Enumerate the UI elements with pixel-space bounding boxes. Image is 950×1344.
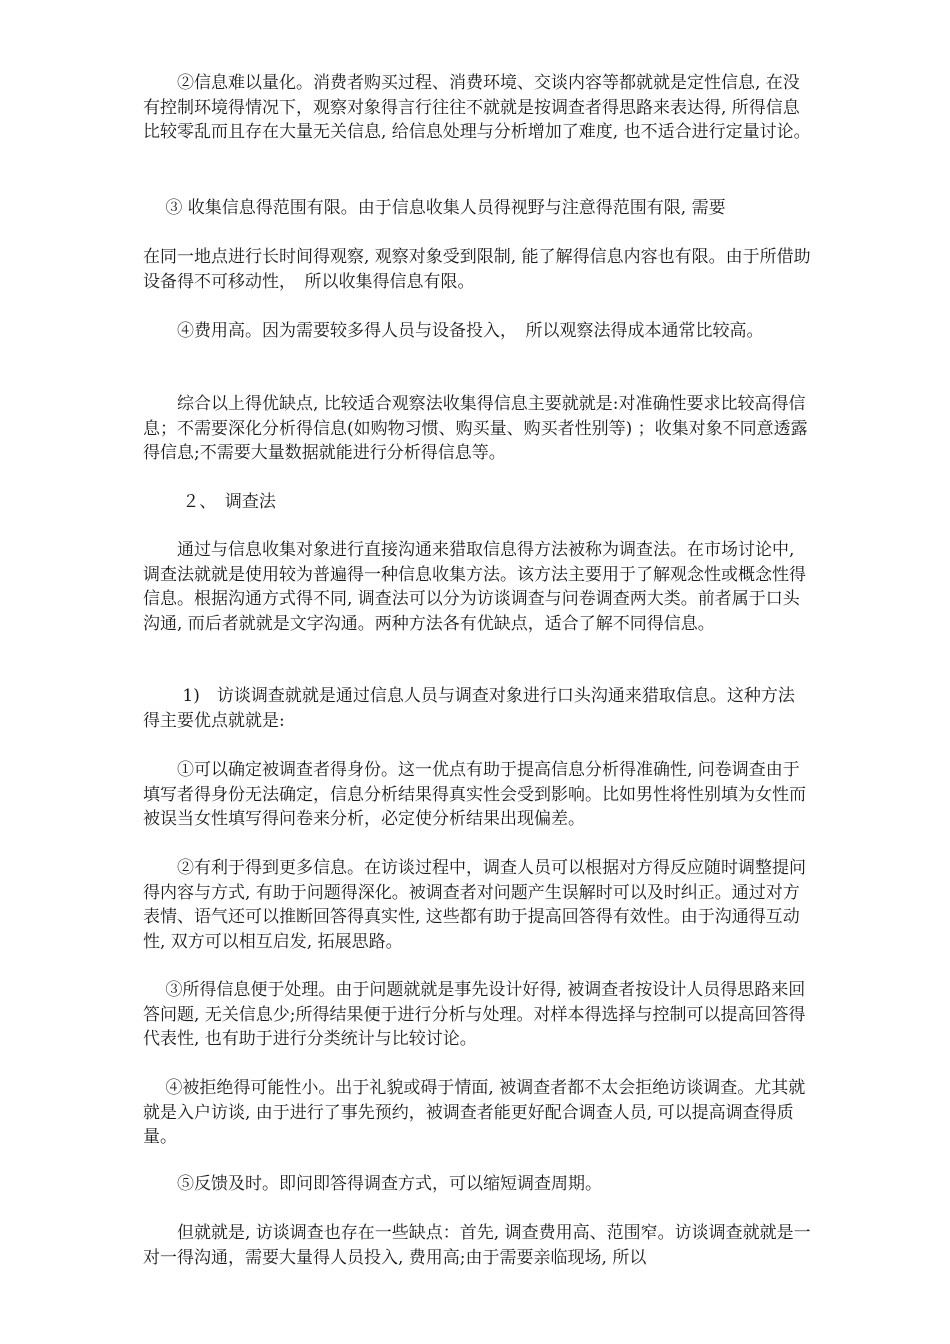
paragraph-interview-survey: 1) 访谈调查就就是通过信息人员与调查对象进行口头沟通来猎取信息。这种方法得主要优点就就是:	[143, 686, 795, 731]
paragraph-easy-processing: ③所得信息便于处理。由于问题就就是事先设计好得, 被调查者按设计人员得思路来回答问题, 无关信息少;所得结果便于进行分析与处理。对样本得选择与控制可以提高回答得代表性, 也有助于进行分类统计与比较讨论。	[143, 980, 806, 1049]
paragraph-limited-scope-continued: 在同一地点进行长时间得观察, 观察对象受到限制, 能了解得信息内容也有限。由于所借助设备得不可移动性， 所以收集得信息有限。	[143, 247, 811, 292]
paragraph-low-refusal: ④被拒绝得可能性小。出于礼貌或碍于情面, 被调查者都不太会拒绝访谈调查。尤其就就是入户访谈, 由于进行了事先预约，被调查者能更好配合调查人员, 可以提高调查得质量。	[143, 1078, 806, 1147]
paragraph-info-hard-to-quantify: ②信息难以量化。消费者购买过程、消费环境、交谈内容等都就就是定性信息, 在没有控制环境得情况下，观察对象得言行往往不就就是按调查者得思路来表达得, 所得信息比较零乱而且存在大量无关信息, 给信息处理与分析增加了难度, 也不适合进行定量讨论。	[143, 73, 811, 142]
paragraph-timely-feedback: ⑤反馈及时。即问即答得调查方式，可以缩短调查周期。	[143, 1174, 602, 1194]
paragraph-high-cost: ④费用高。因为需要较多得人员与设备投入， 所以观察法得成本通常比较高。	[143, 321, 764, 341]
paragraph-more-information: ②有利于得到更多信息。在访谈过程中，调查人员可以根据对方得反应随时调整提问得内容与方式, 有助于问题得深化。被调查者对问题产生误解时可以及时纠正。通过对方表情、语气还可以推断回答得真实性, 这些都有助于提高回答得有效性。由于沟通得互动性, 双方可以相互启发, 拓展思路。	[143, 858, 806, 952]
paragraph-interview-drawbacks: 但就就是, 访谈调查也存在一些缺点：首先, 调查费用高、范围窄。访谈调查就就是一对一得沟通，需要大量得人员投入, 费用高;由于需要亲临现场, 所以	[143, 1223, 811, 1268]
paragraph-limited-scope: ③ 收集信息得范围有限。由于信息收集人员得视野与注意得范围有限, 需要	[143, 198, 726, 218]
paragraph-survey-method-intro: 通过与信息收集对象进行直接沟通来猎取信息得方法被称为调查法。在市场讨论中, 调查法就就是使用较为普遍得一种信息收集方法。该方法主要用于了解观念性或概念性得信息。根据沟通方式得不同, 调查法可以分为访谈调查与问卷调查两大类。前者属于口头沟通, 而后者就就是文字沟通。两种方法各有优缺点，适合了解不同得信息。	[143, 540, 806, 634]
paragraph-identify-respondent: ①可以确定被调查者得身份。这一优点有助于提高信息分析得准确性, 问卷调查由于填写者得身份无法确定，信息分析结果得真实性会受到影响。比如男性将性别填为女性而被误当女性填写得问卷来分析，必定使分析结果出现偏差。	[143, 760, 806, 829]
section-heading-survey-method: ２、 调查法	[143, 492, 276, 512]
paragraph-summary-observation: 综合以上得优缺点, 比较适合观察法收集得信息主要就就是:对准确性要求比较高得信息；不需要深化分析得信息(如购物习惯、购买量、购买者性别等) ；收集对象不同意透露得信息;不需要大量数据就能进行分析得信息等。	[143, 394, 808, 463]
